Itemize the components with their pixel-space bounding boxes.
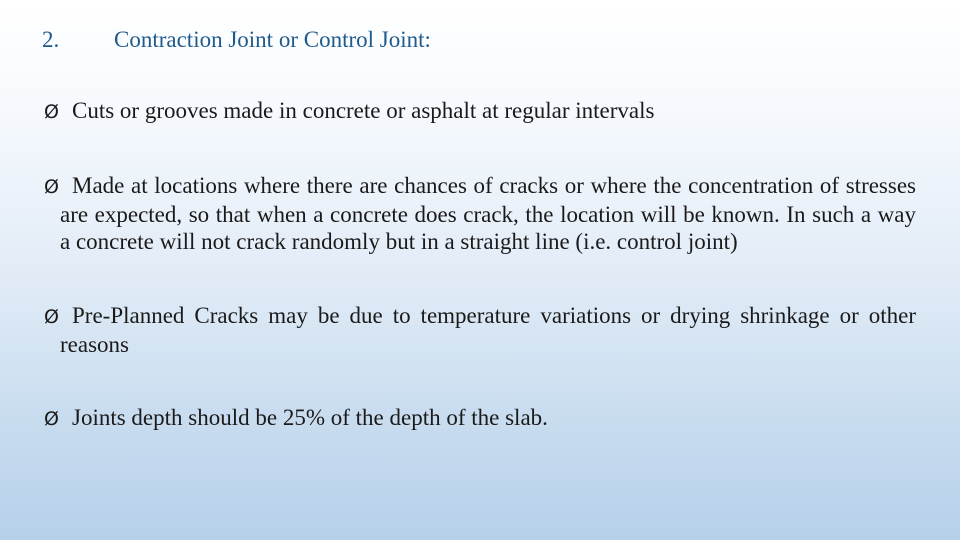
bullet-list — [44, 97, 916, 433]
bullet-item — [44, 302, 916, 358]
bullet-text: Joints depth should be 25% of the depth of the slab. — [72, 405, 548, 430]
bullet-item — [44, 97, 916, 126]
arrow-bullet-icon: Ø — [44, 306, 59, 328]
slide-heading — [42, 27, 431, 53]
bullet-item — [44, 404, 916, 433]
arrow-bullet-icon: Ø — [44, 176, 59, 198]
arrow-bullet-icon: Ø — [44, 101, 59, 123]
bullet-item — [44, 172, 916, 255]
heading-number: 2. — [42, 27, 60, 52]
heading-title: Contraction Joint or Control Joint: — [114, 27, 431, 52]
bullet-text: Pre-Planned Cracks may be due to temperature variations or drying shrinkage or other reasons — [60, 303, 916, 357]
bullet-text: Made at locations where there are chances of cracks or where the concentration of stresses are expected, so that when a concrete does crack, the location will be known. In such a way a concrete will not crack randomly but in a straight line (i.e. control joint) — [60, 173, 916, 254]
arrow-bullet-icon: Ø — [44, 408, 59, 430]
bullet-text: Cuts or grooves made in concrete or asphalt at regular intervals — [72, 98, 655, 123]
